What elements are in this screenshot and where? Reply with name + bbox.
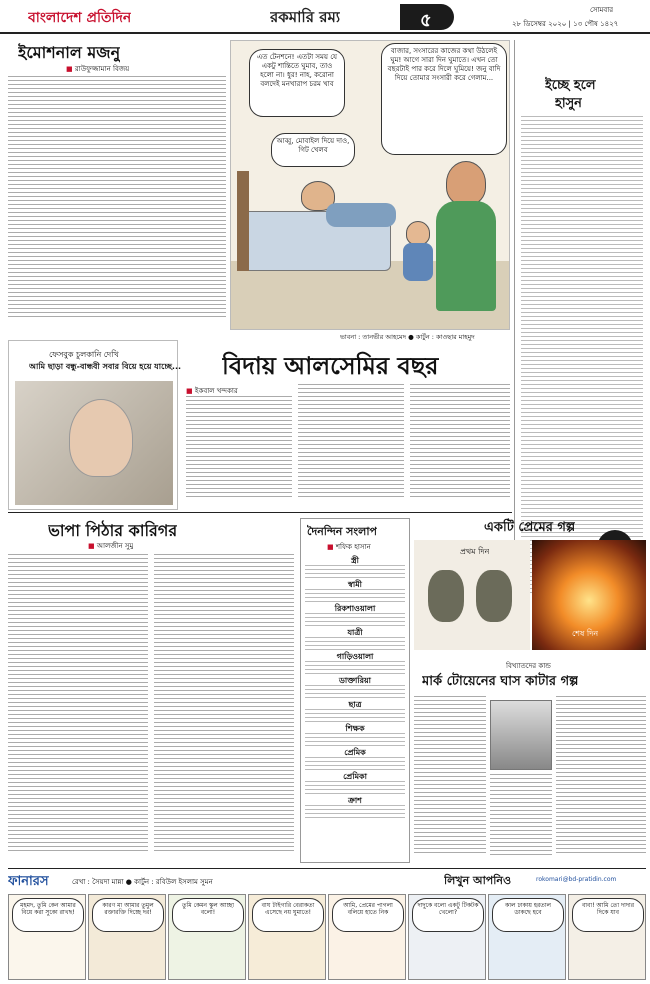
article3-byline: ■ আলজীন সুমু xyxy=(88,542,134,550)
child-body xyxy=(403,243,433,281)
cartoon-credit: ভাবনা : তানভীর আহমেদ ● কার্টুন : কাওছার মাহমুদ xyxy=(340,333,475,341)
article3-body-col2 xyxy=(154,554,294,854)
first-day-label: প্রথম দিন xyxy=(460,547,490,556)
dialogue-heading: প্রেমিকা xyxy=(343,772,367,781)
comic-bubble: তুমি কেমন স্কুল আচ্ছা বলো! xyxy=(172,898,244,932)
contact-email[interactable]: rokomari@bd-pratidin.com xyxy=(536,876,617,883)
issue-date: ২৮ ডিসেম্বর ২০২০ | ১৩ পৌষ ১৪২৭ xyxy=(512,20,619,28)
dialogue-list xyxy=(305,555,405,861)
comic-bubble: মহমদ, তুমি কেন আমার বিয়ে করা সুকো রাখছ! xyxy=(12,898,84,932)
article-bhapa-pitha xyxy=(8,518,298,858)
bed-headboard xyxy=(237,171,249,271)
dialogue-heading: ছাত্র xyxy=(348,700,362,709)
dialogue-line xyxy=(305,637,405,651)
masthead xyxy=(0,0,650,34)
dialogue-heading: গাড়িওয়ালা xyxy=(336,652,374,661)
speech-bubble-woman: বাজার, সংসারের কাজের কথা উঠলেই ঘুম! আগে সারা দিন ঘুমাতে। এখন তো বছরটাই পার করে দিলে ঘুমিয়ে! জনু বাদি দিয়ে তোমার সংসারী করে গেলাম... xyxy=(381,43,507,155)
dialogue-heading: স্বামী xyxy=(348,580,362,589)
mark-twain-body-col3 xyxy=(556,696,646,856)
dialogue-heading: রিকশাওয়ালা xyxy=(334,604,376,613)
dialogue-line xyxy=(305,565,405,579)
comic-bubble: দাদুকে বলো একটু টিকটক খেলো? xyxy=(412,898,484,932)
dialogue-heading: স্ত্রী xyxy=(351,556,359,565)
comic-bubble: কাল ঢাকায় হরতাল ডাকছে হবে xyxy=(492,898,564,932)
funarus-strip xyxy=(8,894,646,980)
facebook-heading: ফেসবুক চুলকানি দেখি xyxy=(49,350,119,359)
article2-body-col2 xyxy=(298,384,404,500)
love-story-title: একটি প্রেমের গল্প xyxy=(484,520,576,535)
angry-woman xyxy=(446,161,486,205)
divider xyxy=(8,868,646,869)
comic-panel xyxy=(488,894,566,980)
comic-bubble: বাবা! আমি তো দাদার দিকে যাব xyxy=(572,898,644,932)
speech-bubble-man: এত টেনশনে! এতটা সময় যে একটু শান্তিতে ঘুমাব, তাও হলো না। ধুর! নাহ, করোনা বলদেই মনখারাপ চরম খাব xyxy=(249,49,345,117)
daily-dialogue-box xyxy=(300,518,410,863)
article2-body-col1 xyxy=(186,396,292,500)
byline-bullet-icon: ■ xyxy=(327,543,336,551)
dialogue-line xyxy=(305,613,405,627)
divider xyxy=(8,512,512,513)
page-number: ৫ xyxy=(420,10,432,31)
section-title: রকমারি রম্য xyxy=(270,8,341,26)
mark-twain-body-col2 xyxy=(490,774,552,856)
mark-twain-body-col1 xyxy=(414,696,486,856)
dialogue-author: ■ শফিক হাসান xyxy=(327,543,371,551)
comic-bubble: আমি, প্রেমের পাগলা বলিয়ে হাতে নিক xyxy=(332,898,404,932)
byline-bullet-icon: ■ xyxy=(186,387,195,395)
dialogue-heading: ক্রাশ xyxy=(348,796,362,805)
article3-body-col1 xyxy=(8,554,148,854)
newspaper-logo: বাংলাদেশ প্রতিদিন xyxy=(28,10,132,26)
dialogue-line xyxy=(305,685,405,699)
funarus-credit: রেখা : সৈয়দা মান্না ● কার্টুন : রবিউল ইসলাম সুমন xyxy=(72,878,213,886)
mark-twain-box xyxy=(414,660,646,860)
byline-bullet-icon: ■ xyxy=(66,65,75,73)
mark-twain-title: মার্ক টোয়েনের ঘাস কাটার গল্প xyxy=(422,674,579,689)
dialogue-line xyxy=(305,757,405,771)
comic-panel xyxy=(248,894,326,980)
article-title: ইমোশনাল মজনু xyxy=(18,43,121,62)
facebook-box xyxy=(8,340,182,510)
article-emotional-majnu xyxy=(8,40,226,320)
main-cartoon xyxy=(230,40,510,330)
comic-bubble: কারণ মা আমার তুমুল রক্তারক্তি দিচ্ছে দর! xyxy=(92,898,164,932)
last-day-label: শেষ দিন xyxy=(572,629,599,638)
comic-panel xyxy=(328,894,406,980)
dialogue-heading: যাত্রী xyxy=(347,628,363,637)
dialogue-heading: শিক্ষক xyxy=(345,724,365,733)
comic-bubble: বাঘ টাইগারি বেরাকতা এসেছে নয় ঘুমাতে! xyxy=(252,898,324,932)
article2-body-col3 xyxy=(410,384,510,500)
grenade-icon xyxy=(476,570,512,622)
dialogue-line xyxy=(305,733,405,747)
page-number-badge xyxy=(400,4,454,30)
dialogue-title: দৈনন্দিন সংলাপ xyxy=(307,525,378,538)
dialogue-line xyxy=(305,709,405,723)
mark-twain-portrait xyxy=(490,700,552,770)
sidebar-title-line2: হাসুন xyxy=(555,96,582,111)
woman-saree xyxy=(436,201,496,311)
byline-bullet-icon: ■ xyxy=(88,542,97,550)
love-story-box xyxy=(414,518,646,658)
article2-byline: ■ ইকবাল খন্দকার xyxy=(186,387,238,395)
funarus-logo: ফানারস xyxy=(8,874,49,889)
article-body xyxy=(8,76,226,320)
mark-twain-kicker: বিখ্যাতদের কান্ড xyxy=(506,662,551,670)
weekday: সোমবার xyxy=(590,6,614,14)
comic-panel xyxy=(8,894,86,980)
grenade-icon xyxy=(428,570,464,622)
dialogue-line xyxy=(305,781,405,795)
child xyxy=(406,221,430,245)
dialogue-heading: প্রেমিক xyxy=(344,748,366,757)
funarus-header xyxy=(8,872,646,892)
blanket xyxy=(326,203,396,227)
comic-panel xyxy=(168,894,246,980)
last-day-panel xyxy=(532,540,646,650)
dialogue-line xyxy=(305,805,405,819)
article-byline: ■ রাউফুজ্জামান বিজয় xyxy=(66,65,130,73)
sidebar-title-line1: ইচ্ছে হলে xyxy=(545,78,596,93)
write-prompt: লিখুন আপনিও xyxy=(444,874,512,887)
dialogue-heading: ডাক্তারিয়া xyxy=(338,676,372,685)
dialogue-line xyxy=(305,661,405,675)
comic-panel xyxy=(408,894,486,980)
speech-bubble-child: আব্বু, মোবাইল দিয়ে দাও, গিট খেলব xyxy=(271,133,355,167)
comic-panel xyxy=(568,894,646,980)
first-day-panel xyxy=(414,540,530,650)
article3-title: ভাপা পিঠার কারিগর xyxy=(48,521,178,540)
old-woman-face xyxy=(69,399,133,477)
facebook-text: আমি ছাড়া বন্ধু-বান্ধবী সবার বিয়ে হয়ে যাচ্ছে... xyxy=(29,362,182,371)
comic-panel xyxy=(88,894,166,980)
article-title-farewell: বিদায় আলসেমির বছর xyxy=(222,352,439,380)
dialogue-line xyxy=(305,589,405,603)
